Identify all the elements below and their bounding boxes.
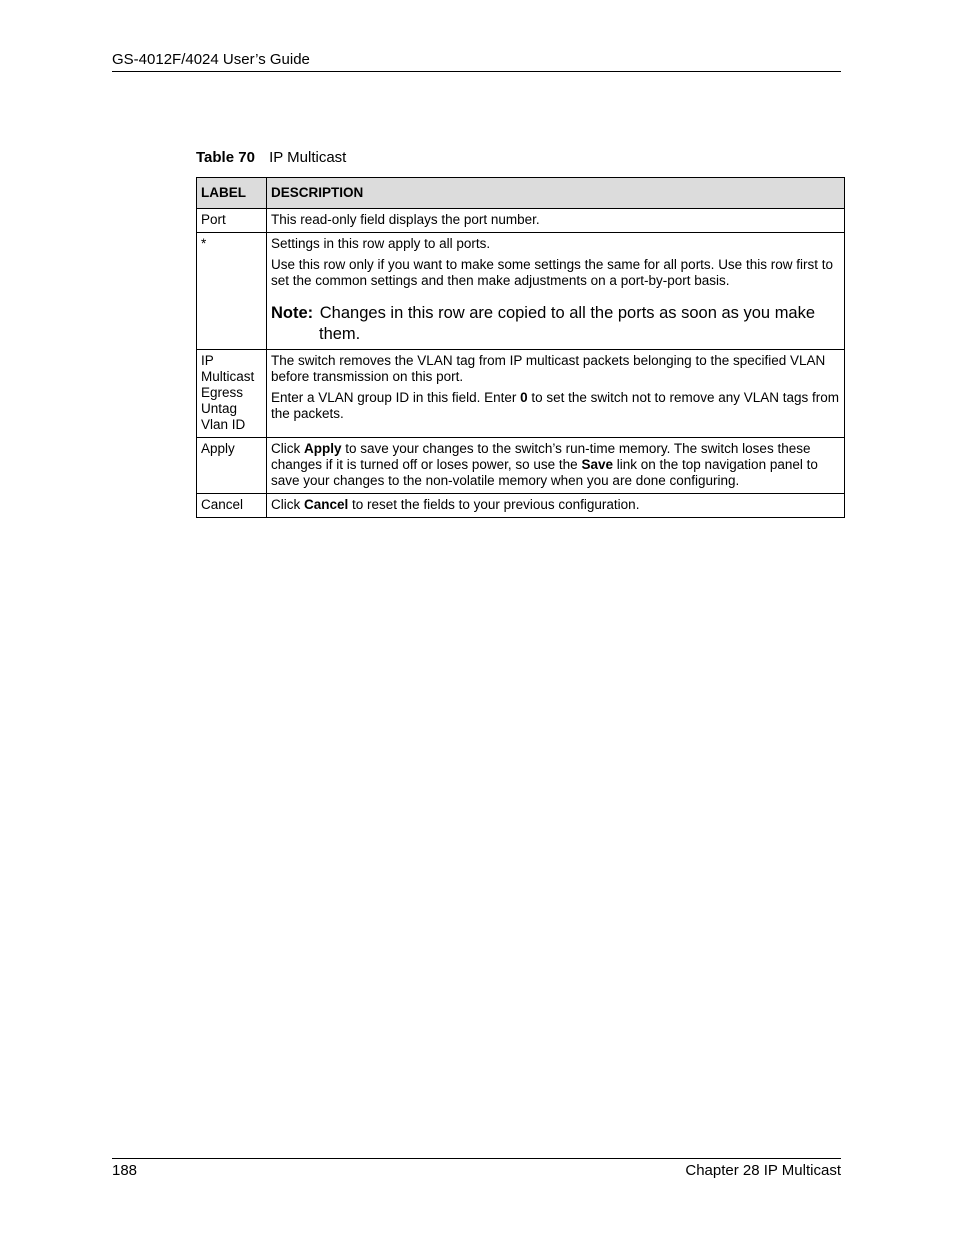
description-text: The switch removes the VLAN tag from IP multicast packets belonging to the specified VLAN before transmission on this port. — [271, 353, 826, 384]
row-label: Cancel — [197, 494, 267, 518]
row-label: IP Multicast Egress Untag Vlan ID — [197, 350, 267, 438]
page-footer — [112, 1158, 841, 1180]
table-row — [197, 438, 845, 494]
row-description — [267, 209, 845, 233]
chapter-title: Chapter 28 IP Multicast — [685, 1162, 841, 1179]
row-description — [267, 494, 845, 518]
page-header — [112, 51, 841, 72]
description-text: This read-only field displays the port number. — [271, 212, 540, 227]
description-column-header: DESCRIPTION — [267, 178, 845, 209]
table-row — [197, 350, 845, 438]
description-text — [271, 441, 840, 489]
text-run: link on the top navigation panel to save your changes to the non-volatile memory when you are done configuring. — [271, 457, 818, 488]
table-row — [197, 233, 845, 350]
ip-multicast-table — [196, 177, 845, 518]
page-number: 188 — [112, 1162, 138, 1179]
row-label: Port — [197, 209, 267, 233]
text-run: to reset the fields to your previous configuration. — [348, 497, 640, 512]
label-column-header: LABEL — [197, 178, 267, 209]
bold-term: Apply — [304, 441, 342, 456]
description-text: Settings in this row apply to all ports. — [271, 236, 491, 251]
guide-title: GS-4012F/4024 User’s Guide — [112, 51, 310, 68]
table-header-row — [197, 178, 845, 209]
text-run: Click — [271, 497, 304, 512]
note-label: Note: — [271, 304, 314, 322]
table-caption — [196, 149, 346, 167]
description-text — [271, 497, 840, 513]
bold-term: 0 — [520, 390, 528, 405]
row-label: Apply — [197, 438, 267, 494]
bold-term: Save — [581, 457, 613, 472]
row-description — [267, 350, 845, 438]
note — [271, 303, 840, 345]
description-text — [271, 390, 840, 422]
text-run: Enter a VLAN group ID in this field. Enter — [271, 390, 521, 405]
bold-term: Cancel — [304, 497, 349, 512]
table-row — [197, 209, 845, 233]
note-text: Changes in this row are copied to all the ports as soon as you make them. — [319, 304, 816, 343]
row-description — [267, 233, 845, 350]
text-run: to save your changes to the switch’s run-time memory. The switch loses these changes if it is turned off or loses power, so use the — [271, 441, 811, 472]
table-number: Table 70 — [196, 149, 255, 166]
row-label: * — [197, 233, 267, 350]
table-title: IP Multicast — [269, 149, 347, 166]
table-row — [197, 494, 845, 518]
text-run: Click — [271, 441, 304, 456]
text-run: to set the switch not to remove any VLAN tags from the packets. — [271, 390, 840, 421]
description-text: Use this row only if you want to make some settings the same for all ports. Use this row first to set the common settings and then make adjustments on a port-by-port basis. — [271, 257, 833, 288]
row-description — [267, 438, 845, 494]
